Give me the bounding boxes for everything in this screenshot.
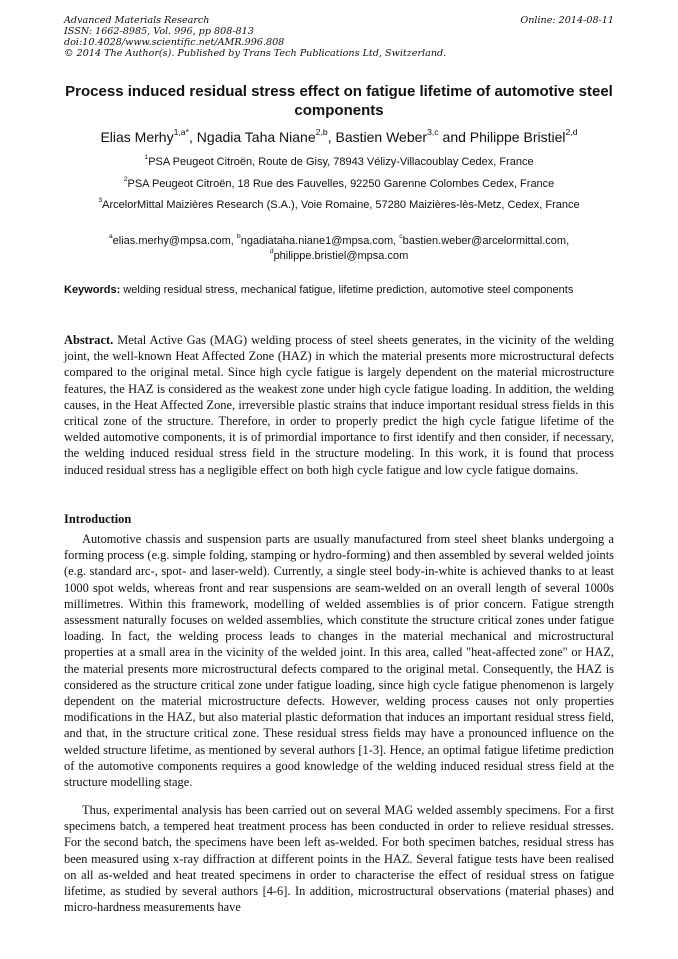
affiliation-sup: 3 bbox=[98, 197, 103, 205]
author-sup: 1,a* bbox=[173, 127, 190, 138]
email-sup: c bbox=[399, 233, 403, 241]
journal-header bbox=[64, 15, 614, 59]
author-name: Philippe Bristiel bbox=[469, 129, 566, 145]
body-paragraph-2: Thus, experimental analysis has been carried out on several MAG welded assembly specimens. For a first specimens batch, a tempered heat treatment process has been conducted in order to relieve residual stresses. For the second batch, the specimens have been left as-welded. For both specimen batches, residual stress has been measured using x-ray diffraction at different points in the HAZ. Several fatigue tests have been realised on all as-welded and heat treated specimens in order to characterise the effect of residual stress on fatigue lifetime, as studied by several authors [4-6]. In addition, microstructural observations (material phases) and micro-hardness measurements have bbox=[64, 803, 614, 915]
author-sup: 2,b bbox=[315, 127, 328, 138]
author-separator: , bbox=[327, 129, 336, 145]
author-name: Ngadia Taha Niane bbox=[196, 129, 316, 145]
affiliation-text: ArcelorMittal Maizières Research (S.A.), Voie Romaine, 57280 Maizières-lès-Metz, Cedex, France bbox=[102, 199, 580, 211]
keywords-label: Keywords: bbox=[64, 284, 121, 296]
affiliation-3 bbox=[74, 198, 604, 213]
keywords-text: welding residual stress, mechanical fatigue, lifetime prediction, automotive steel components bbox=[123, 284, 574, 296]
email-sup: a bbox=[108, 233, 113, 241]
affiliation-text: PSA Peugeot Citroën, 18 Rue des Fauvelles, 92250 Garenne Colombes Cedex, France bbox=[127, 178, 555, 190]
email-link[interactable]: bastien.weber@arcelormittal.com, bbox=[402, 235, 570, 247]
keywords-block bbox=[64, 283, 614, 298]
affiliation-sup: 2 bbox=[123, 176, 128, 184]
email-sup: d bbox=[269, 248, 274, 256]
author-list bbox=[40, 128, 638, 146]
author-sup: 3,c bbox=[427, 127, 439, 138]
journal-name: Advanced Materials Research bbox=[64, 15, 210, 26]
issn-line: ISSN: 1662-8985, Vol. 996, pp 808-813 bbox=[64, 26, 254, 37]
online-date: Online: 2014-08-11 bbox=[520, 15, 614, 26]
author-name: Elias Merhy bbox=[100, 129, 174, 145]
author-sup: 2,d bbox=[565, 127, 578, 138]
affiliation-1 bbox=[64, 155, 614, 170]
paper-title: Process induced residual stress effect on fatigue lifetime of automotive steel components bbox=[65, 83, 613, 119]
affiliation-sup: 1 bbox=[144, 154, 149, 162]
author-name: Bastien Weber bbox=[335, 129, 428, 145]
copyright-line: © 2014 The Author(s). Published by Trans Tech Publications Ltd, Switzerland. bbox=[64, 48, 447, 59]
doi-line: doi:10.4028/www.scientific.net/AMR.996.808 bbox=[64, 37, 285, 48]
email-link[interactable]: elias.merhy@mpsa.com, bbox=[112, 235, 237, 247]
abstract-block bbox=[64, 332, 614, 478]
affiliation-2 bbox=[64, 177, 614, 192]
author-and: and bbox=[438, 129, 470, 145]
email-sup: b bbox=[236, 233, 241, 241]
email-list bbox=[64, 234, 614, 264]
email-link[interactable]: philippe.bristiel@mpsa.com bbox=[273, 250, 409, 262]
abstract-label: Abstract. bbox=[64, 333, 114, 347]
body-paragraph-1: Automotive chassis and suspension parts are usually manufactured from steel sheet blanks undergoing a forming process (e.g. simple folding, stamping or hydro-forming) and then assembled by several welded joints (e.g. standard arc-, spot- and laser-weld). Currently, a single steel body-in-white is achieved thanks to at least 1000 spot welds, whereas front and rear suspensions are seam-welded on an overall length of several 1000s millimetres. Within this framework, modelling of welded assemblies is of prior concern. Fatigue strength assessment naturally focuses on welded assemblies, which constitute the structure critical zones under fatigue loading. In fact, the welding process leads to changes in the material mechanical and microstructural properties at a small area in the vicinity of the welded joint. In this area, called "heat-affected zone" or HAZ, the material presents more microstructural defects compared to the original metal. Consequently, the HAZ is considered as the structure critical zone under fatigue loading, since high cycle fatigue phenomenon is largely dependent on the material microstructure defects. However, welding process causes not only properties modifications in the HAZ, but also material plastic deformation that induces an important residual stress field, and that, in the structure critical zone. These residual stress fields may have a pronounced influence on the welded structure lifetime, as mentioned by several authors [1-3]. Hence, an optimal fatigue lifetime prediction of the automotive components requires a good knowledge of the welding induced residual stress field at the structure modelling stage. bbox=[64, 532, 614, 790]
section-heading-introduction: Introduction bbox=[64, 512, 132, 526]
email-link[interactable]: ngadiataha.niane1@mpsa.com, bbox=[240, 235, 400, 247]
abstract-text: Metal Active Gas (MAG) welding process of steel sheets generates, in the vicinity of the welding joint, the well-known Heat Affected Zone (HAZ) in which the material presents more microstructural defects compared to the original metal. Since high cycle fatigue is largely dependent on the material microstructure features, the HAZ is considered as the weakest zone under high cycle fatigue loading. In addition, the welding causes, in the Heat Affected Zone, irreversible plastic strains that induce important residual stress fields in this critical zone of the structure. Therefore, in order to properly predict the high cycle fatigue lifetime of the welded automotive components, it is of primordial importance to first identify and then consider, if necessary, the welding induced residual stress field in the structure modeling. In this work, it is found that process induced residual stress has a negligible effect on both high cycle fatigue and low cycle fatigue domains. bbox=[64, 333, 614, 477]
affiliation-text: PSA Peugeot Citroën, Route de Gisy, 78943 Vélizy-Villacoublay Cedex, France bbox=[148, 156, 534, 168]
author-separator: , bbox=[189, 129, 197, 145]
